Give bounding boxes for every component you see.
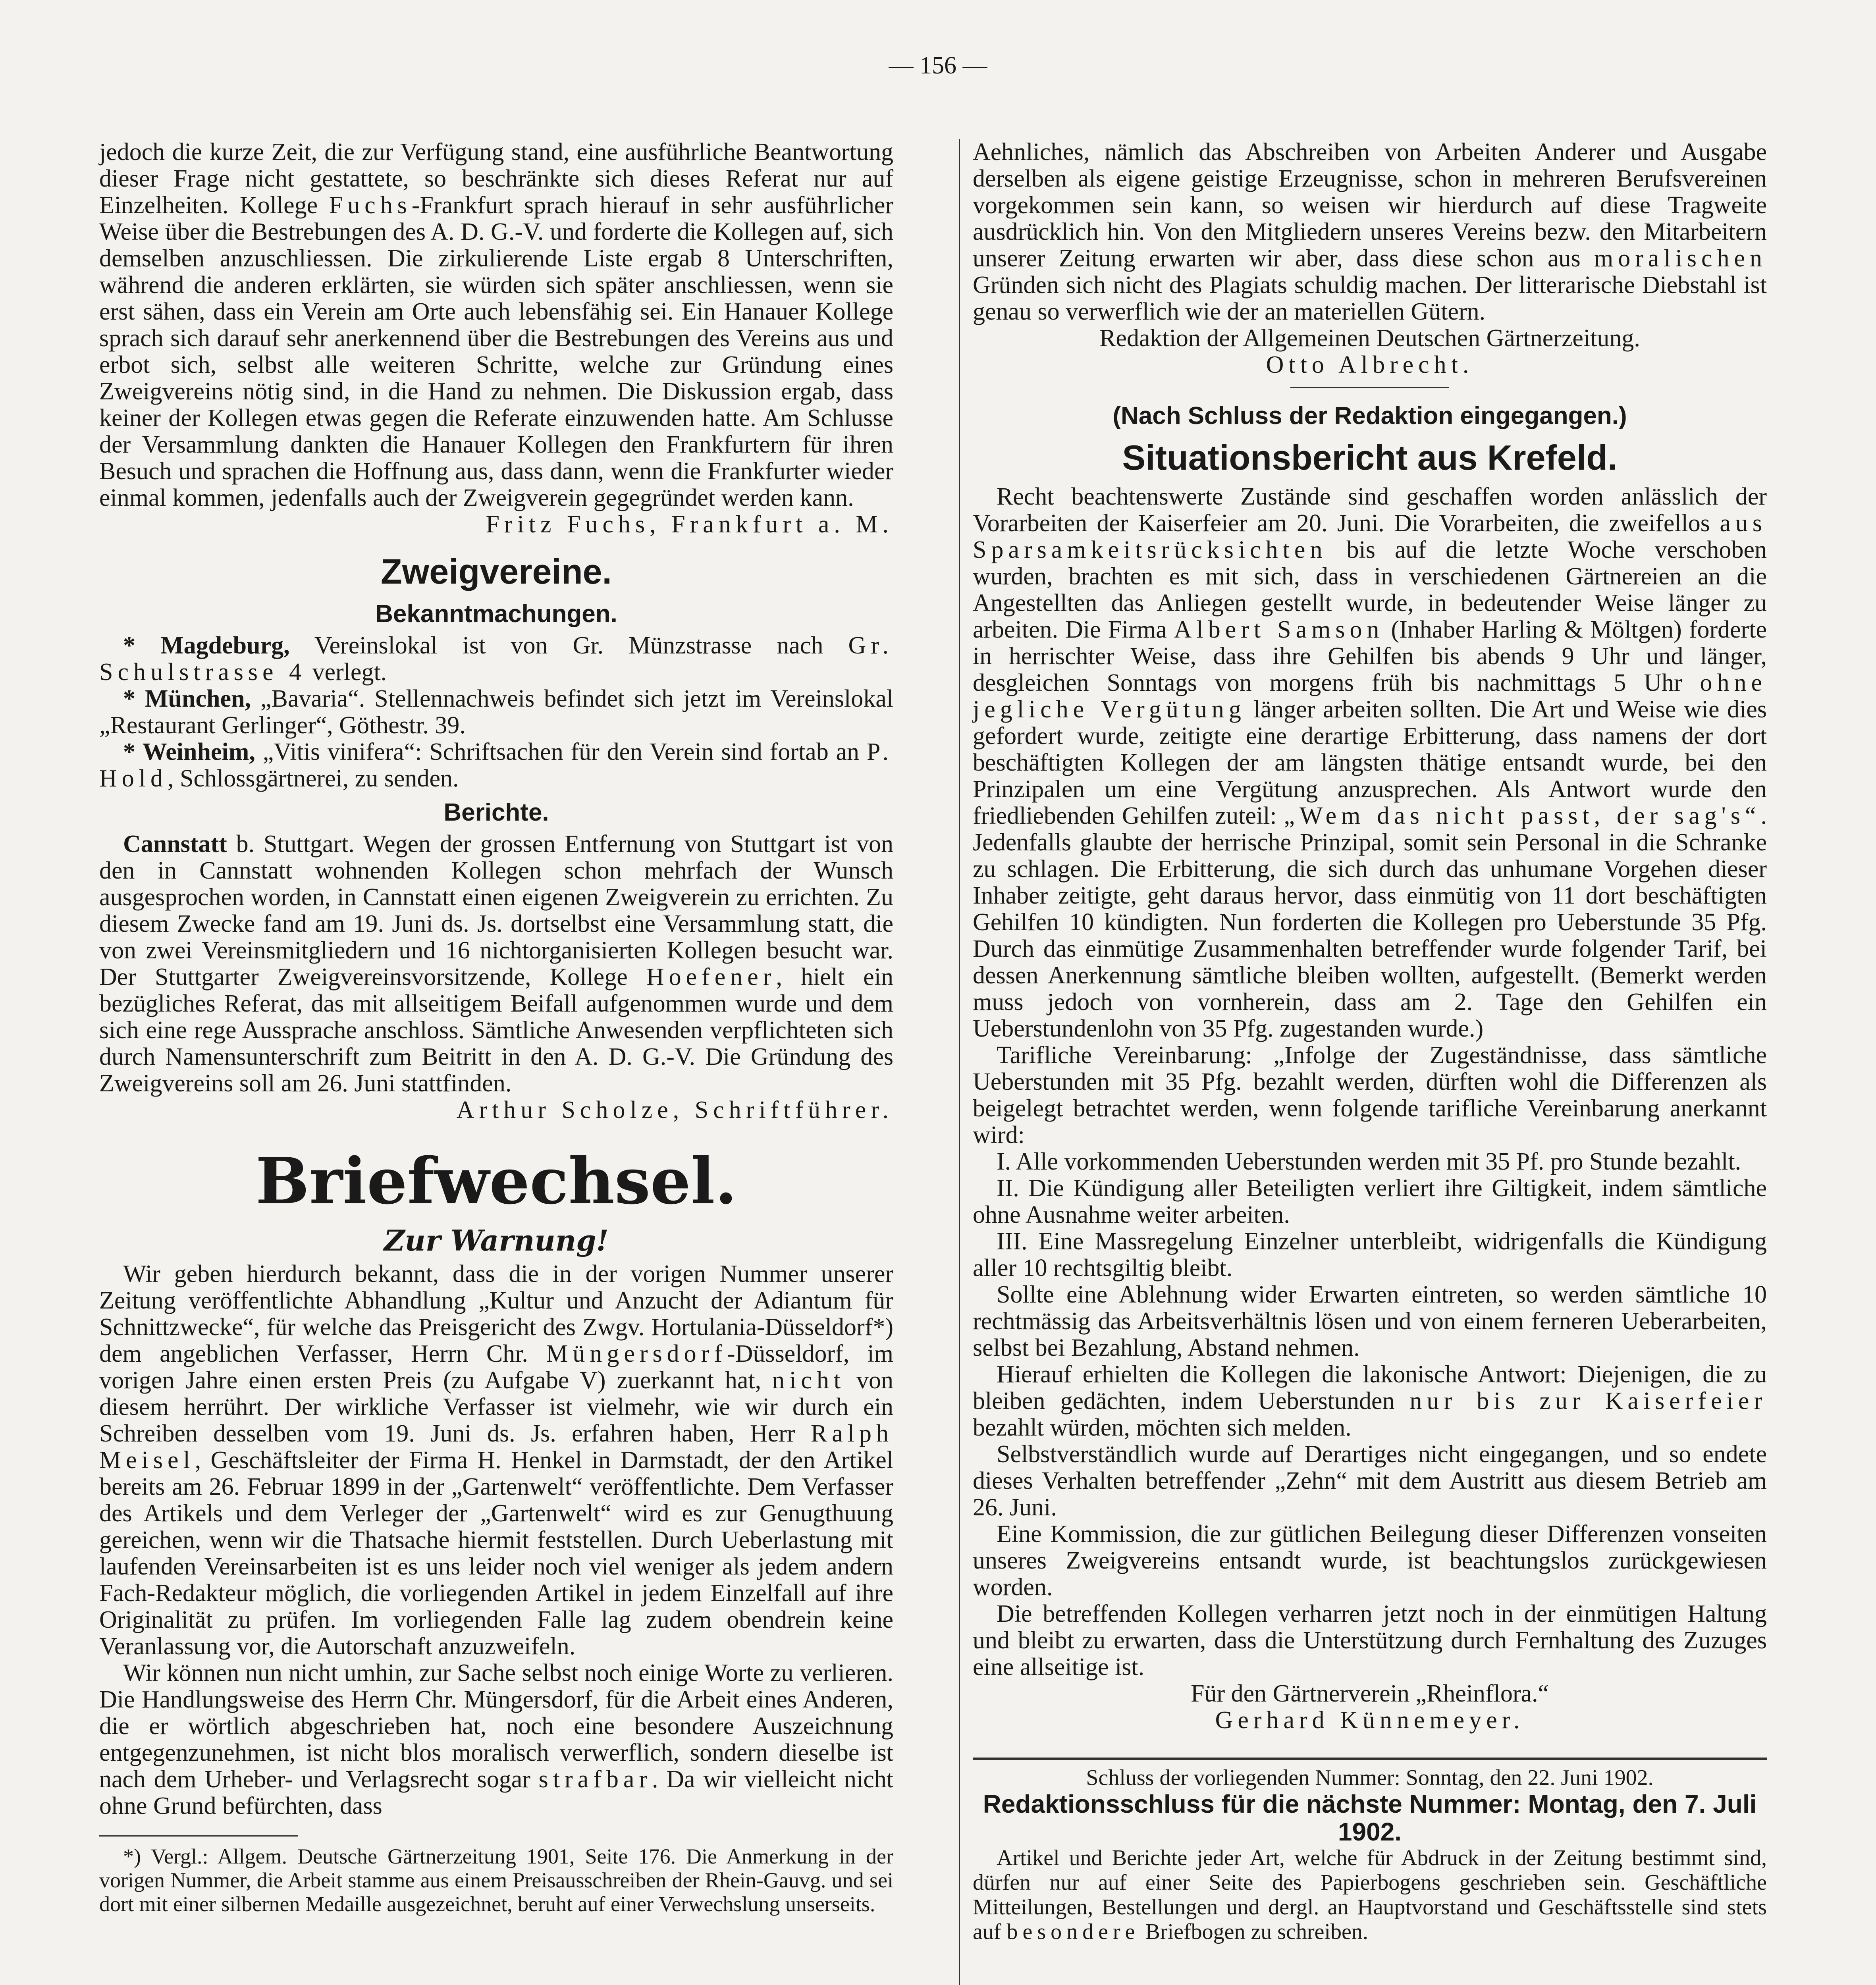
paragraph: Aehnliches, nämlich das Abschreiben von Arbeiten Anderer und Ausgabe derselben als eigene geistige Erzeugnisse, schon in mehreren Berufsvereinen vorgekommen sein kann, so weisen wir hierdurch auf diese Tragweite ausdrücklich hin. Von den Mitgliedern unseres Vereins bezw. den Mitarbeitern unserer Zeitung erwarten wir aber, dass diese schon aus moralischen Gründen sich nicht des Plagiats schuldig machen. Der litterarische Diebstahl ist genau so verwerflich wie der an materiellen Gütern.: [973, 139, 1767, 325]
notice-divider: [973, 1758, 1767, 1760]
section-heading-briefwechsel: Briefwechsel.: [255, 1144, 737, 1218]
page-number: — 156 —: [889, 52, 987, 79]
tariff-item: III. Eine Massregelung Einzelner unterbleibt, widrigenfalls die Kündigung aller 10 rechtsgiltig bleibt.: [973, 1228, 1767, 1282]
left-column: [99, 139, 893, 1916]
notice-deadline: Redaktionsschluss für die nächste Nummer: Montag, den 7. Juli 1902.: [983, 1790, 1757, 1846]
paragraph: Die betreffenden Kollegen verharren jetzt noch in der einmütigen Haltung und bleibt zu erwarten, dass die Unterstützung durch Fernhaltung des Zuzuges eine allseitige ist.: [973, 1600, 1767, 1681]
paragraph: Hierauf erhielten die Kollegen die lakonische Antwort: Diejenigen, die zu bleiben gedächten, indem Ueberstunden nur bis zur Kaiserfeier bezahlt würden, möchten sich melden.: [973, 1361, 1767, 1441]
column-divider: [959, 139, 960, 1985]
paragraph: Recht beachtenswerte Zustände sind geschaffen worden anlässlich der Vorarbeiten der Kaiserfeier am 20. Juni. Die Vorarbeiten, die zweifellos aus Sparsamkeitsrücksichten bis auf die letzte Woche verschoben wurden, brachten es mit sich, dass in verschiedenen Gärtnereien an die Angestellten das Anliegen gestellt wurde, in bedeutender Weise länger zu arbeiten. Die Firma Albert Samson (Inhaber Harling & Möltgen) forderte in herrischter Weise, dass ihre Gehilfen bis abends 9 Uhr und länger, desgleichen Sonntags von morgens früh bis nachmittags 5 Uhr ohne jegliche Vergütung länger arbeiten sollten. Die Art und Weise wie dies gefordert wurde, zeitigte eine derartige Erbitterung, dass namens der dort beschäftigten Kollegen der am längsten thätige entsandt wurde, bei den Prinzipalen um eine Vergütung anzusprechen. Als Antwort wurde den friedliebenden Gehilfen zuteil: „Wem das nicht passt, der sag's“. Jedenfalls glaubte der herrische Prinzipal, somit sein Personal in die Schranke zu schlagen. Die Erbitterung, die sich durch das unhumane Vorgehen dieser Inhaber zeitigte, geht daraus hervor, dass einmütig von 11 dort beschäftigten Gehilfen 10 kündigten. Nun forderten die Kollegen pro Ueberstunde 35 Pfg. Durch das einmütige Zusammenhalten betreffender wurde folgender Tarif, bei dessen Anerkennung sämtliche bleiben wollten, aufgestellt. (Bemerkt werden muss jedoch von vornherein, dass am 2. Tage den Gehilfen ein Ueberstundenlohn von 35 Pfg. zugestanden wurde.): [973, 483, 1767, 1042]
subheading-warnung: Zur Warnung!: [384, 1224, 609, 1257]
notice-paragraph: Artikel und Berichte jeder Art, welche für Abdruck in der Zeitung bestimmt sind, dürfen nur auf einer Seite des Papierbogens geschrieben sein. Geschäftliche Mitteilungen, Bestellungen und dergl. an Hauptvorstand und Geschäftsstelle sind stets auf besondere Briefbogen zu schreiben.: [973, 1846, 1767, 1944]
divider: [1290, 387, 1449, 388]
note-heading: (Nach Schluss der Redaktion eingegangen.): [1112, 402, 1627, 430]
announcement: * Weinheim, „Vitis vinifera“: Schriftsachen für den Verein sind fortab an P. Hold, Schlossgärtnerei, zu senden.: [99, 738, 893, 792]
notice-line: Schluss der vorliegenden Nummer: Sonntag, den 22. Juni 1902.: [1086, 1765, 1654, 1790]
footnote: *) Vergl.: Allgem. Deutsche Gärtnerzeitung 1901, Seite 176. Die Anmerkung in der vorigen Nummer, die Arbeit stamme aus einem Preisausschreiben der Rhein-Gauvg. und sei dort mit einer silbernen Medaille ausgezeichnet, beruht auf einer Verwechslung unserseits.: [99, 1844, 893, 1916]
announcement: * Magdeburg, Vereinslokal ist von Gr. Münzstrasse nach Gr. Schulstrasse 4 verlegt.: [99, 632, 894, 686]
paragraph: Sollte eine Ablehnung wider Erwarten eintreten, so werden sämtliche 10 rechtmässig das Arbeitsverhältnis lösen und von einem ferneren Ueberarbeiten, selbst bei Bezahlung, Abstand nehmen.: [973, 1281, 1767, 1361]
signature: Für den Gärtnerverein „Rheinflora.“: [1190, 1680, 1549, 1707]
tariff-item: I. Alle vorkommenden Ueberstunden werden mit 35 Pf. pro Stunde bezahlt.: [997, 1148, 1741, 1175]
section-heading-zweigvereine: Zweigvereine.: [380, 552, 612, 591]
article-title: Situationsbericht aus Krefeld.: [1122, 438, 1618, 477]
paragraph: Wir geben hierdurch bekannt, dass die in der vorigen Nummer unserer Zeitung veröffentlichte Abhandlung „Kultur und Anzucht der Adiantum für Schnittzwecke“, für welche das Preisgericht des Zwgv. Hortulania-Düsseldorf*) dem angeblichen Verfasser, Herrn Chr. Müngersdorf-Düsseldorf, im vorigen Jahre einen ersten Preis (zu Aufgabe V) zuerkannt hat, nicht von diesem herrührt. Der wirkliche Verfasser ist vielmehr, wie wir durch ein Schreiben desselben vom 19. Juni ds. Js. erfahren haben, Herr Ralph Meisel, Geschäftsleiter der Firma H. Henkel in Darmstadt, der den Artikel bereits am 26. Februar 1899 in der „Gartenwelt“ veröffentlichte. Dem Verfasser des Artikels und dem Verleger der „Gartenwelt“ wird es zur Genugthuung gereichen, wenn wir die Thatsache hiermit feststellen. Durch Ueberlastung mit laufenden Vereinsarbeiten ist es uns leider noch viel weniger als jedem andern Fach-Redakteur möglich, die vorliegenden Artikel in jedem Einzelfall auf ihre Originalität zu prüfen. Im vorliegenden Falle lag zudem obendrein keine Veranlassung vor, die Autorschaft anzuzweifeln.: [99, 1260, 894, 1660]
subheading-bekanntmachungen: Bekanntmachungen.: [375, 600, 617, 628]
paragraph: Tarifliche Vereinbarung: „Infolge der Zugeständnisse, dass sämtliche Ueberstunden mit 35 Pfg. bezahlt werden, dürften wohl die Differenzen als beigelegt betrachtet werden, wenn folgende tarifliche Vereinbarung anerkannt wird:: [973, 1042, 1767, 1149]
paragraph: jedoch die kurze Zeit, die zur Verfügung stand, eine ausführliche Beantwortung dieser Frage nicht gestattete, so beschränkte sich dieses Referat nur auf Einzelheiten. Kollege Fuchs-Frankfurt sprach hierauf in sehr ausführlicher Weise über die Bestrebungen des A. D. G.-V. und forderte die Kollegen auf, sich demselben anzuschliessen. Die zirkulierende Liste ergab 8 Unterschriften, während die anderen erklärten, sie würden sich später anschliessen, wenn sie erst sähen, dass ein Verein am Orte auch lebensfähig sei. Ein Hanauer Kollege sprach sich darauf sehr anerkennend über die Bestrebungen des Vereins aus und erbot sich, selbst alle weiteren Schritte, welche zur Gründung eines Zweigvereins nötig sind, in die Hand zu nehmen. Die Diskussion ergab, dass keiner der Kollegen etwas gegen die Referate einzuwenden hatte. Am Schlusse der Versammlung dankten die Hanauer Kollegen den Frankfurtern für ihren Besuch und sprachen die Hoffnung aus, dass dann, wenn die Frankfurter wieder einmal kommen, jedenfalls auch der Zweigverein gegegründet werden kann.: [99, 139, 893, 511]
tariff-item: II. Die Kündigung aller Beteiligten verliert ihre Giltigkeit, indem sämtliche ohne Ausnahme weiter arbeiten.: [973, 1175, 1767, 1228]
signature: Gerhard Künnemeyer.: [1215, 1707, 1525, 1734]
right-column: [973, 139, 1767, 1944]
announcement: * München, „Bavaria“. Stellennachweis befindet sich jetzt im Vereinslokal „Restaurant Gerlinger“, Göthestr. 39.: [99, 685, 893, 739]
paragraph: Eine Kommission, die zur gütlichen Beilegung dieser Differenzen vonseiten unseres Zweigvereins entsandt wurde, ist beachtungslos zurückgewiesen worden.: [973, 1521, 1767, 1601]
subheading-berichte: Berichte.: [443, 799, 549, 826]
paragraph: Selbstverständlich wurde auf Derartiges nicht eingegangen, und so endete dieses Verhalten betreffender „Zehn“ mit dem Austritt aus diesem Betrieb am 26. Juni.: [973, 1441, 1767, 1521]
signature: Otto Albrecht.: [1266, 351, 1474, 378]
footnote-divider: [99, 1835, 298, 1837]
report-paragraph: Cannstatt b. Stuttgart. Wegen der grossen Entfernung von Stuttgart ist von den in Cannstatt wohnenden Kollegen schon mehrfach der Wunsch ausgesprochen worden, in Cannstatt einen eigenen Zweigverein zu errichten. Zu diesem Zwecke fand am 19. Juni ds. Js. dortselbst eine Versammlung statt, die von zwei Vereinsmitgliedern und 16 nichtorganisierten Kollegen besucht war. Der Stuttgarter Zweigvereinsvorsitzende, Kollege Hoefener, hielt ein bezügliches Referat, das mit allseitigem Beifall aufgenommen wurde und dem sich eine rege Aussprache anschloss. Sämtliche Anwesenden verpflichteten sich durch Namensunterschrift zum Beitritt in den A. D. G.-V. Die Gründung des Zweigvereins soll am 26. Juni stattfinden.: [99, 831, 894, 1097]
signature: Redaktion der Allgemeinen Deutschen Gärtnerzeitung.: [1099, 325, 1640, 352]
paragraph: Wir können nun nicht umhin, zur Sache selbst noch einige Worte zu verlieren. Die Handlungsweise des Herrn Chr. Müngersdorf, für die Arbeit eines Anderen, die er wörtlich abgeschrieben hat, noch eine besondere Auszeichnung entgegenzunehmen, ist nicht blos moralisch verwerflich, sondern dieselbe ist nach dem Urheber- und Verlagsrecht sogar strafbar. Da wir vielleicht nicht ohne Grund befürchten, dass: [99, 1659, 894, 1819]
signature: Arthur Scholze, Schriftführer.: [456, 1097, 893, 1124]
signature: Fritz Fuchs, Frankfurt a. M.: [486, 511, 893, 538]
